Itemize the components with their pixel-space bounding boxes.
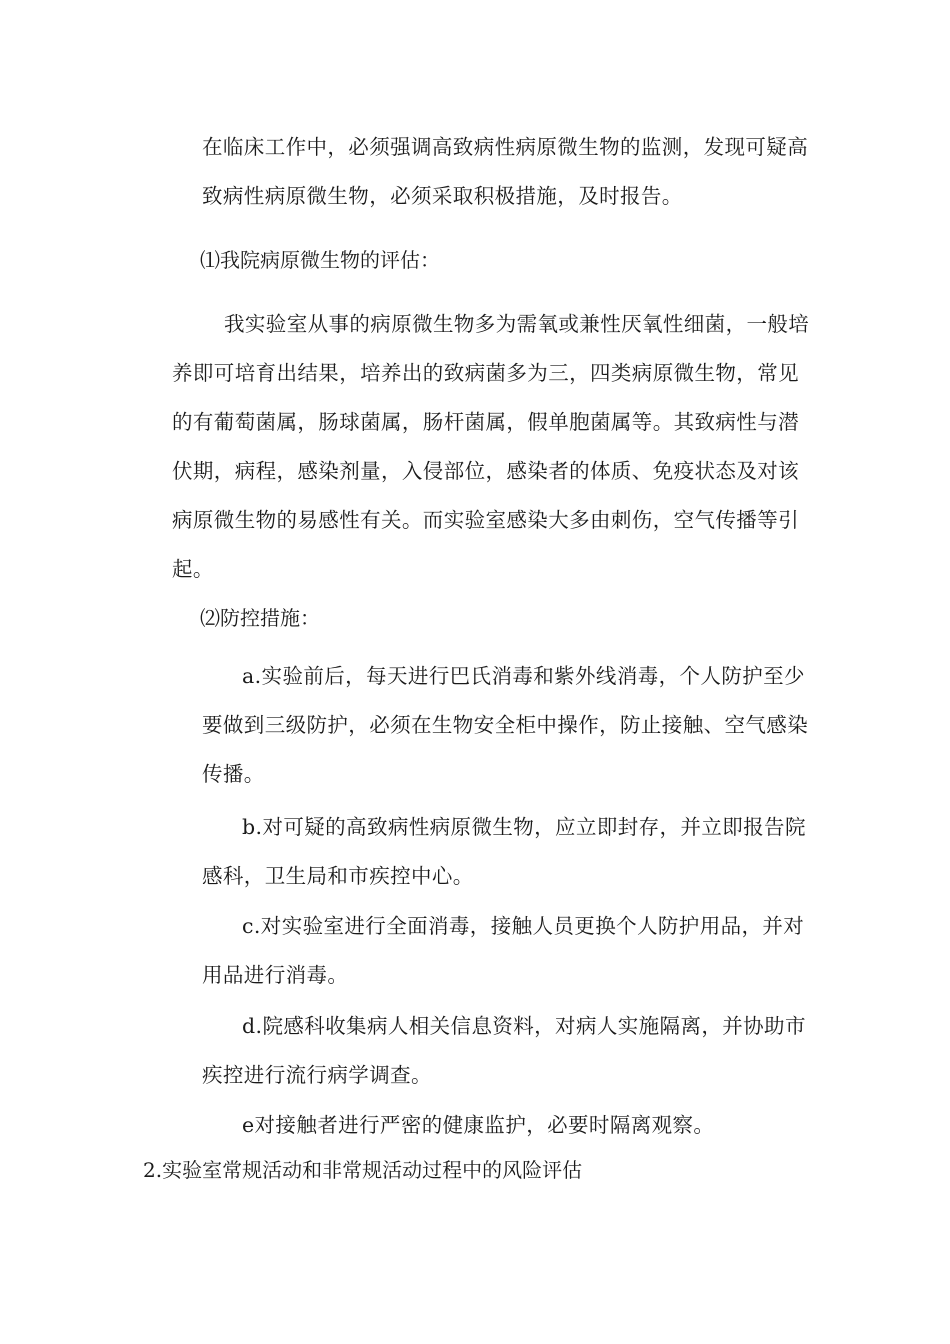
control-item-c: c.对实验室进行全面消毒，接触人员更换个人防护用品，并对用品进行消毒。: [202, 914, 805, 987]
control-item-b: b.对可疑的高致病性病原微生物，应立即封存，并立即报告院感科，卫生局和市疾控中心。: [202, 815, 806, 888]
evaluation-paragraph: 我实验室从事的病原微生物多为需氧或兼性厌氧性细菌，一般培养即可培育出结果，培养出的致病菌多为三，四类病原微生物，常见的有葡萄菌属，肠球菌属，肠杆菌属，假单胞菌属等。其致病性与潜伏期，病程，感染剂量，入侵部位，感染者的体质、免疫状态及对该病原微生物的易感性有关。而实验室感染大多由刺伤，空气传播等引起。: [172, 312, 810, 581]
control-measures-heading: ⑵防控措施：: [200, 606, 320, 630]
control-item-a: a.实验前后，每天进行巴氏消毒和紫外线消毒，个人防护至少要做到三级防护，必须在生物安全柜中操作，防止接触、空气感染传播。: [202, 664, 809, 786]
intro-paragraph: 在临床工作中，必须强调高致病性病原微生物的监测，发现可疑高致病性病原微生物，必须采取积极措施，及时报告。: [202, 135, 809, 208]
control-item-d: d.院感科收集病人相关信息资料，对病人实施隔离，并协助市疾控进行流行病学调查。: [202, 1014, 806, 1087]
control-item-e: e对接触者进行严密的健康监护，必要时隔离观察。: [242, 1113, 715, 1137]
section-2-heading: 2.实验室常规活动和非常规活动过程中的风险评估: [143, 1158, 583, 1182]
evaluation-heading: ⑴我院病原微生物的评估：: [200, 248, 440, 272]
